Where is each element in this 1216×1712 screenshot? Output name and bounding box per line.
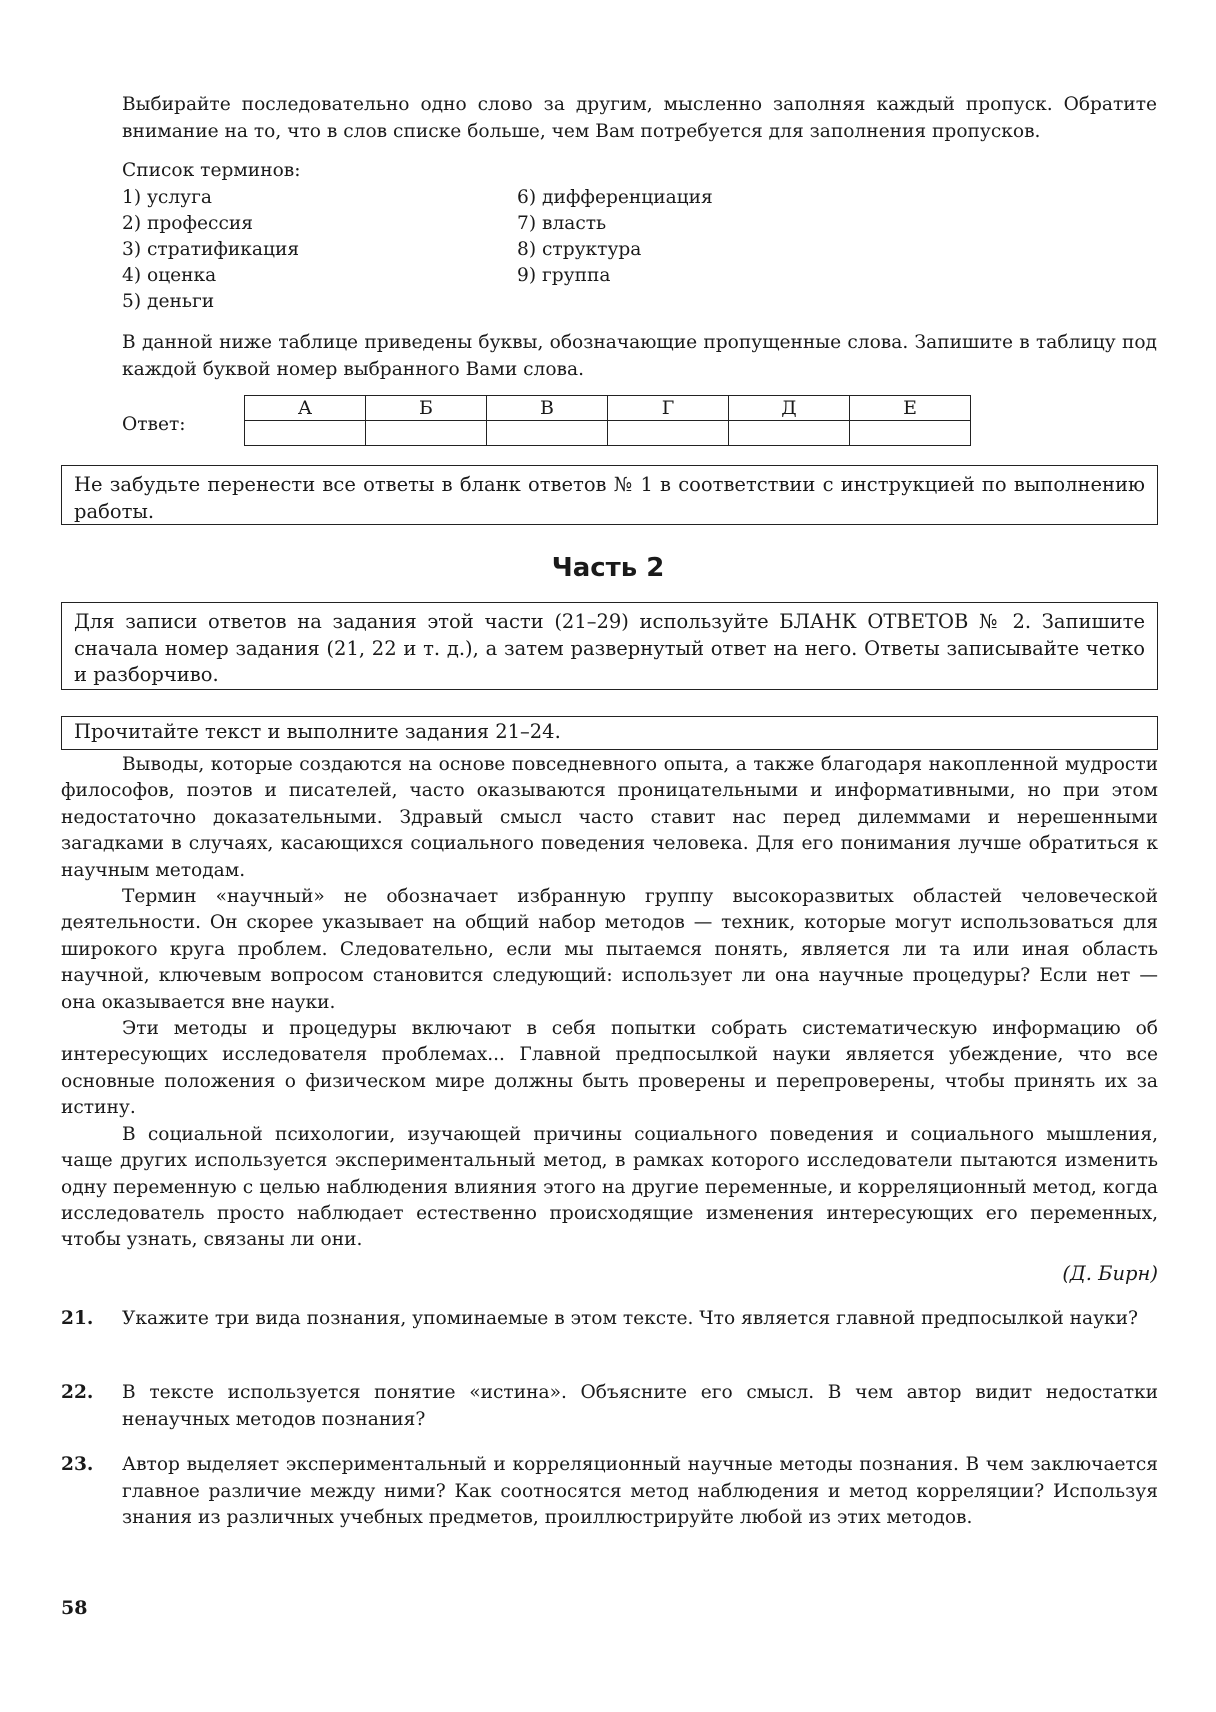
term-item: 1) услуга [122, 187, 212, 208]
question-number: 23. [61, 1454, 94, 1475]
text-author: (Д. Бирн) [1062, 1262, 1158, 1285]
question-22 [61, 1380, 1158, 1433]
question-23 [61, 1452, 1158, 1532]
reading-text [61, 752, 1158, 1254]
answer-letters-row [245, 396, 971, 421]
intro-text: Выбирайте последовательно одно слово за другим, мысленно заполняя каждый пропуск. Обратите внимание на то, что в слов списке больше, чем Вам потребуется для заполнения пропусков. [122, 94, 1157, 142]
term-item: 4) оценка [122, 265, 217, 286]
answer-cell[interactable] [608, 421, 729, 446]
term-item: 9) группа [517, 265, 611, 286]
answer-cell[interactable] [729, 421, 850, 446]
part2-instruction-box: Для записи ответов на задания этой части (21–29) используйте БЛАНК ОТВЕТОВ № 2. Запишите сначала номер задания (21, 22 и т. д.), а затем развернутый ответ на него. Ответы записывайте четко и разборчиво. [61, 602, 1158, 690]
answer-cell[interactable] [366, 421, 487, 446]
term-item: 3) стратификация [122, 239, 300, 260]
answer-cell[interactable] [850, 421, 971, 446]
reading-paragraph: В социальной психологии, изучающей причины социального поведения и социального мышления, чаще других используется экспериментальный метод, в рамках которого исследователи пытаются изменить одну переменную с целью наблюдения влияния этого на другие переменные, и корреляционный метод, когда исследователь просто наблюдает естественно происходящие изменения интересующих его переменных, чтобы узнать, связаны ли они. [61, 1123, 1158, 1251]
table-instruction: В данной ниже таблице приведены буквы, обозначающие пропущенные слова. Запишите в таблицу под каждой буквой номер выбранного Вами слова. [122, 332, 1157, 380]
term-item: 7) власть [517, 213, 607, 234]
answer-letter: Б [366, 396, 487, 421]
part-heading: Часть 2 [551, 553, 665, 583]
answer-cell[interactable] [487, 421, 608, 446]
answer-letter: Е [850, 396, 971, 421]
answer-table [244, 395, 971, 446]
answer-letter: А [245, 396, 366, 421]
term-item: 6) дифференциация [517, 187, 713, 208]
answer-letter: Д [729, 396, 850, 421]
reading-paragraph: Эти методы и процедуры включают в себя попытки собрать систематическую информацию об интересующих исследователя проблемах... Главной предпосылкой науки является убеждение, что все основные положения о физическом мире должны быть проверены и перепроверены, чтобы принять их за истину. [61, 1018, 1158, 1119]
answer-cell[interactable] [245, 421, 366, 446]
terms-title: Список терминов: [122, 160, 301, 181]
term-item: 8) структура [517, 239, 642, 260]
answer-cells-row [245, 421, 971, 446]
answer-letter: В [487, 396, 608, 421]
question-text: В тексте используется понятие «истина». Объясните его смысл. В чем автор видит недостатки ненаучных методов познания? [122, 1382, 1158, 1430]
page-number: 58 [61, 1597, 88, 1619]
reading-paragraph: Выводы, которые создаются на основе повседневного опыта, а также благодаря накопленной мудрости философов, поэтов и писателей, часто оказываются проницательными и информативными, но при этом недостаточно доказательными. Здравый смысл часто ставит нас перед дилеммами и нерешенными загадками в случаях, касающихся социального поведения человека. Для его понимания лучше обратиться к научным методам. [61, 754, 1158, 881]
question-text: Автор выделяет экспериментальный и корреляционный научные методы познания. В чем заключается главное различие между ними? Как соотносятся метод наблюдения и метод корреляции? Используя знания из различных учебных предметов, проиллюстрируйте любой из этих методов. [122, 1454, 1158, 1528]
reminder-box: Не забудьте перенести все ответы в бланк ответов № 1 в соответствии с инструкцией по выполнению работы. [61, 465, 1158, 525]
reading-paragraph: Термин «научный» не обозначает избранную группу высокоразвитых областей человеческой деятельности. Он скорее указывает на общий набор методов — техник, которые могут использоваться для широкого круга проблем. Следовательно, если мы пытаемся понять, является ли та или иная область научной, ключевым вопросом становится следующий: использует ли она научные процедуры? Если нет — она оказывается вне науки. [61, 886, 1158, 1013]
question-text: Укажите три вида познания, упоминаемые в этом тексте. Что является главной предпосылкой науки? [122, 1308, 1139, 1329]
term-item: 5) деньги [122, 291, 215, 312]
read-instruction-box: Прочитайте текст и выполните задания 21–24. [61, 716, 1158, 750]
question-number: 21. [61, 1308, 94, 1329]
answer-label: Ответ: [122, 414, 186, 435]
question-21 [61, 1306, 1158, 1333]
answer-letter: Г [608, 396, 729, 421]
terms-list [122, 185, 822, 320]
term-item: 2) профессия [122, 213, 253, 234]
question-number: 22. [61, 1382, 94, 1403]
